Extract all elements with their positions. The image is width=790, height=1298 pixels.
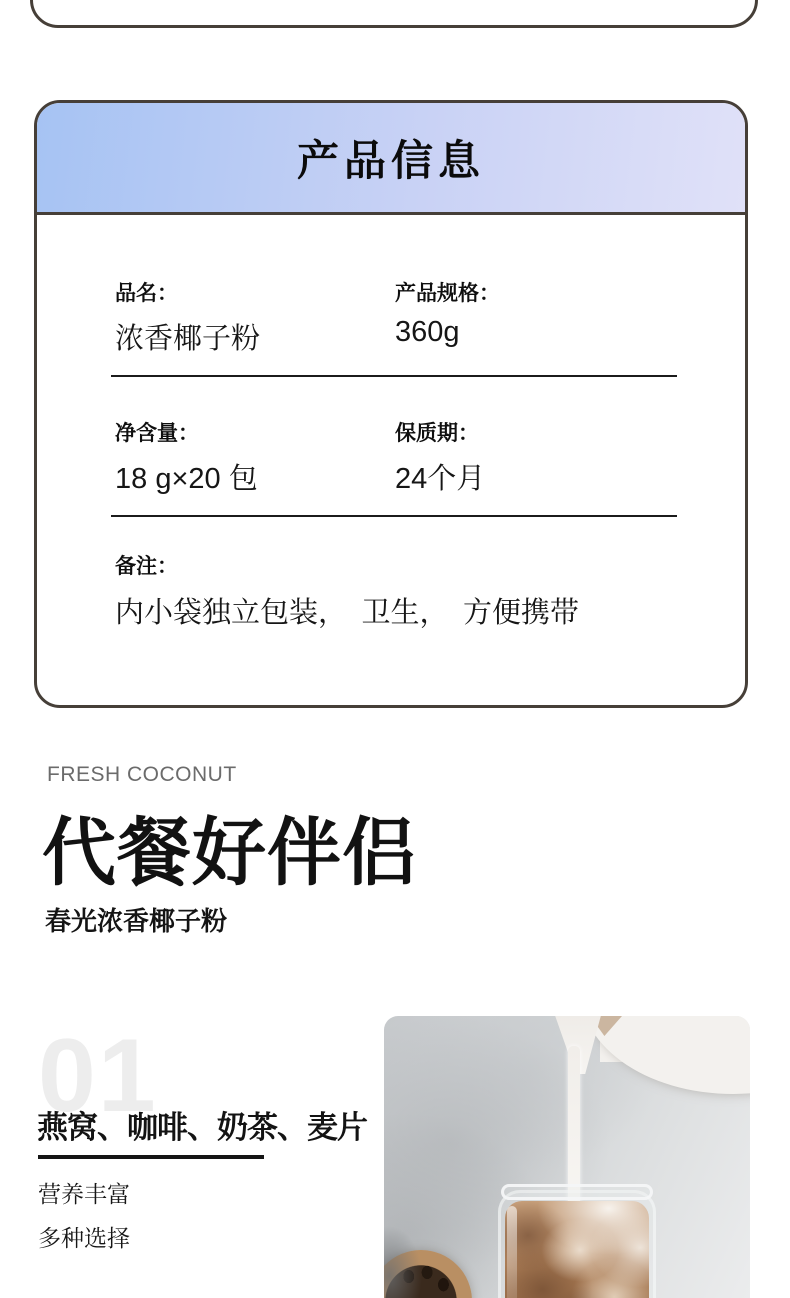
field-value-remark: 内小袋独立包装， 卫生， 方便携带 — [115, 597, 580, 629]
field-label-name: 品名： — [115, 282, 178, 305]
feature-heading: 燕窝、咖啡、奶茶、麦片 — [37, 1110, 367, 1145]
divider — [111, 515, 677, 517]
product-info-header — [37, 103, 745, 215]
field-label-shelf-life: 保质期： — [395, 422, 479, 445]
field-label-remark: 备注： — [115, 555, 178, 578]
field-label-net-content: 净含量： — [115, 422, 199, 445]
feature-underline — [38, 1155, 264, 1159]
coffee-glass — [498, 1184, 656, 1298]
divider — [111, 375, 677, 377]
previous-card-bottom-edge — [30, 0, 758, 28]
background-shadow-blob — [384, 1226, 422, 1298]
coffee-milk-swirl — [505, 1201, 649, 1298]
field-value-name: 浓香椰子粉 — [115, 323, 261, 355]
hero-subtitle: 春光浓香椰子粉 — [45, 906, 228, 936]
feature-point: 多种选择 — [38, 1225, 130, 1251]
field-value-shelf-life: 24个月 — [395, 463, 486, 495]
product-info-card — [34, 100, 748, 708]
product-photo — [384, 1016, 750, 1298]
field-value-net-content: 18 g×20 包 — [115, 463, 258, 495]
field-label-spec: 产品规格： — [395, 282, 500, 305]
glass-highlight — [507, 1206, 517, 1298]
feature-point: 营养丰富 — [38, 1181, 130, 1207]
hero-eyebrow: FRESH COCONUT — [47, 763, 237, 786]
product-info-title: 产品信息 — [296, 136, 485, 184]
field-value-spec: 360g — [395, 316, 460, 348]
glass-rim — [501, 1184, 653, 1200]
hero-title: 代餐好伴侣 — [42, 811, 417, 894]
feature-number-watermark: 01 — [38, 1018, 158, 1134]
